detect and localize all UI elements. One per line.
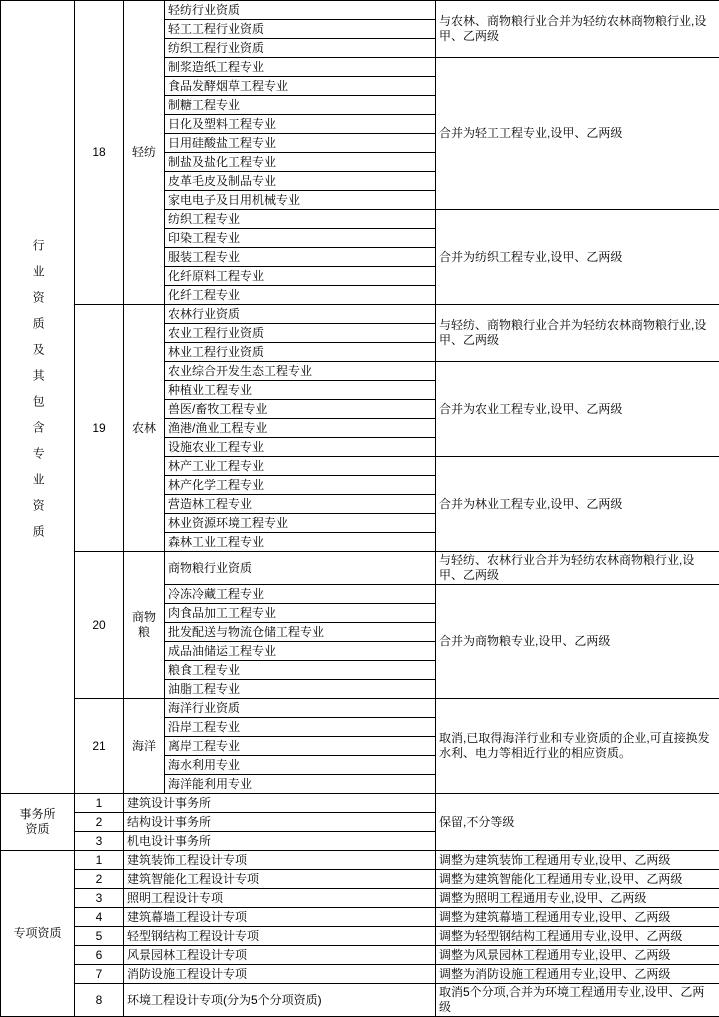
item-cell: 建筑设计事务所 (124, 794, 436, 813)
item-cell: 制浆造纸工程专业 (165, 58, 436, 77)
qualification-table-body (1, 1, 719, 1017)
item-cell: 食品发酵烟草工程专业 (165, 77, 436, 96)
table-row (1, 870, 719, 889)
note-cell: 合并为商物粮专业,设甲、乙两级 (436, 585, 719, 699)
item-cell: 粮食工程专业 (165, 661, 436, 680)
item-cell: 风景园林工程设计专项 (124, 946, 436, 965)
item-cell: 结构设计事务所 (124, 813, 436, 832)
item-cell: 制糖工程专业 (165, 96, 436, 115)
note-cell: 调整为轻型钢结构工程通用专业,设甲、乙两级 (436, 927, 719, 946)
row-number-cell: 7 (75, 965, 124, 984)
item-cell: 海洋行业资质 (165, 699, 436, 718)
item-cell: 批发配送与物流仓储工程专业 (165, 623, 436, 642)
table-row (1, 699, 719, 718)
row-number-cell: 18 (75, 1, 124, 305)
category-cell (1, 794, 75, 851)
row-number-cell: 2 (75, 813, 124, 832)
note-cell: 取消,已取得海洋行业和专业资质的企业,可直接换发水利、电力等相近行业的相应资质。 (436, 699, 719, 794)
item-cell: 兽医/畜牧工程专业 (165, 400, 436, 419)
table-row (1, 1, 719, 20)
item-cell: 成品油储运工程专业 (165, 642, 436, 661)
row-number-cell: 1 (75, 794, 124, 813)
note-cell: 保留,不分等级 (436, 794, 719, 851)
item-cell: 农林行业资质 (165, 305, 436, 324)
note-cell: 合并为林业工程专业,设甲、乙两级 (436, 457, 719, 552)
row-number-cell: 1 (75, 851, 124, 870)
item-cell: 设施农业工程专业 (165, 438, 436, 457)
item-cell: 商物粮行业资质 (165, 552, 436, 585)
item-cell: 林产工业工程专业 (165, 457, 436, 476)
item-cell: 建筑幕墙工程设计专项 (124, 908, 436, 927)
item-cell: 林业工程行业资质 (165, 343, 436, 362)
note-cell: 调整为消防设施工程通用专业,设甲、乙两级 (436, 965, 719, 984)
note-cell: 调整为建筑幕墙工程通用专业,设甲、乙两级 (436, 908, 719, 927)
item-cell: 冷冻冷藏工程专业 (165, 585, 436, 604)
row-number-cell: 21 (75, 699, 124, 794)
note-cell: 调整为风景园林工程通用专业,设甲、乙两级 (436, 946, 719, 965)
item-cell: 渔港/渔业工程专业 (165, 419, 436, 438)
category-label: 行业资质及其包含专业资质 (31, 239, 44, 551)
item-cell: 营造林工程专业 (165, 495, 436, 514)
item-cell: 制盐及盐化工程专业 (165, 153, 436, 172)
note-cell: 与轻纺、商物粮行业合并为轻纺农林商物粮行业,设甲、乙两级 (436, 305, 719, 362)
table-row (1, 908, 719, 927)
row-number-cell: 3 (75, 889, 124, 908)
item-cell: 离岸工程专业 (165, 737, 436, 756)
note-cell: 调整为建筑装饰工程通用专业,设甲、乙两级 (436, 851, 719, 870)
item-cell: 纺织工程行业资质 (165, 39, 436, 58)
item-cell: 消防设施工程设计专项 (124, 965, 436, 984)
item-cell: 化纤原料工程专业 (165, 267, 436, 286)
industry-cell: 海洋 (124, 699, 165, 794)
table-row (1, 965, 719, 984)
table-row (1, 305, 719, 324)
item-cell: 环境工程设计专项(分为5个分项资质) (124, 984, 436, 1017)
industry-cell: 农林 (124, 305, 165, 552)
item-cell: 建筑装饰工程设计专项 (124, 851, 436, 870)
note-cell: 取消5个分项,合并为环境工程通用专业,设甲、乙两级 (436, 984, 719, 1017)
item-cell: 纺织工程专业 (165, 210, 436, 229)
table-row (1, 851, 719, 870)
item-cell: 机电设计事务所 (124, 832, 436, 851)
item-cell: 沿岸工程专业 (165, 718, 436, 737)
row-number-cell: 3 (75, 832, 124, 851)
row-number-cell: 19 (75, 305, 124, 552)
note-cell: 与农林、商物粮行业合并为轻纺农林商物粮行业,设甲、乙两级 (436, 1, 719, 58)
row-number-cell: 2 (75, 870, 124, 889)
item-cell: 轻型钢结构工程设计专项 (124, 927, 436, 946)
category-cell (1, 1, 75, 794)
table-row (1, 794, 719, 813)
item-cell: 海洋能利用专业 (165, 775, 436, 794)
item-cell: 服装工程专业 (165, 248, 436, 267)
table-row (1, 984, 719, 1017)
row-number-cell: 5 (75, 927, 124, 946)
item-cell: 轻纺行业资质 (165, 1, 436, 20)
row-number-cell: 8 (75, 984, 124, 1017)
table-row (1, 889, 719, 908)
item-cell: 种植业工程专业 (165, 381, 436, 400)
row-number-cell: 4 (75, 908, 124, 927)
item-cell: 照明工程设计专项 (124, 889, 436, 908)
item-cell: 日用硅酸盐工程专业 (165, 134, 436, 153)
note-cell: 合并为轻工工程专业,设甲、乙两级 (436, 58, 719, 210)
item-cell: 轻工工程行业资质 (165, 20, 436, 39)
item-cell: 油脂工程专业 (165, 680, 436, 699)
note-cell: 调整为照明工程通用专业,设甲、乙两级 (436, 889, 719, 908)
note-cell: 合并为纺织工程专业,设甲、乙两级 (436, 210, 719, 305)
item-cell: 肉食品加工工程专业 (165, 604, 436, 623)
table-row (1, 946, 719, 965)
item-cell: 林产化学工程专业 (165, 476, 436, 495)
category-cell: 专项资质 (1, 851, 75, 1017)
note-cell: 合并为农业工程专业,设甲、乙两级 (436, 362, 719, 457)
row-number-cell: 6 (75, 946, 124, 965)
row-number-cell: 20 (75, 552, 124, 699)
category-label-line: 事务所 (4, 807, 71, 822)
item-cell: 农业综合开发生态工程专业 (165, 362, 436, 381)
item-cell: 林业资源环境工程专业 (165, 514, 436, 533)
item-cell: 农业工程行业资质 (165, 324, 436, 343)
item-cell: 家电电子及日用机械专业 (165, 191, 436, 210)
note-cell: 与轻纺、农林行业合并为轻纺农林商物粮行业,设甲、乙两级 (436, 552, 719, 585)
item-cell: 皮革毛皮及制品专业 (165, 172, 436, 191)
item-cell: 化纤工程专业 (165, 286, 436, 305)
item-cell: 印染工程专业 (165, 229, 436, 248)
item-cell: 建筑智能化工程设计专项 (124, 870, 436, 889)
industry-cell: 商物粮 (124, 552, 165, 699)
item-cell: 森林工业工程专业 (165, 533, 436, 552)
item-cell: 日化及塑料工程专业 (165, 115, 436, 134)
item-cell: 海水利用专业 (165, 756, 436, 775)
category-label-line: 资质 (4, 822, 71, 837)
industry-cell: 轻纺 (124, 1, 165, 305)
table-row (1, 552, 719, 585)
note-cell: 调整为建筑智能化工程通用专业,设甲、乙两级 (436, 870, 719, 889)
